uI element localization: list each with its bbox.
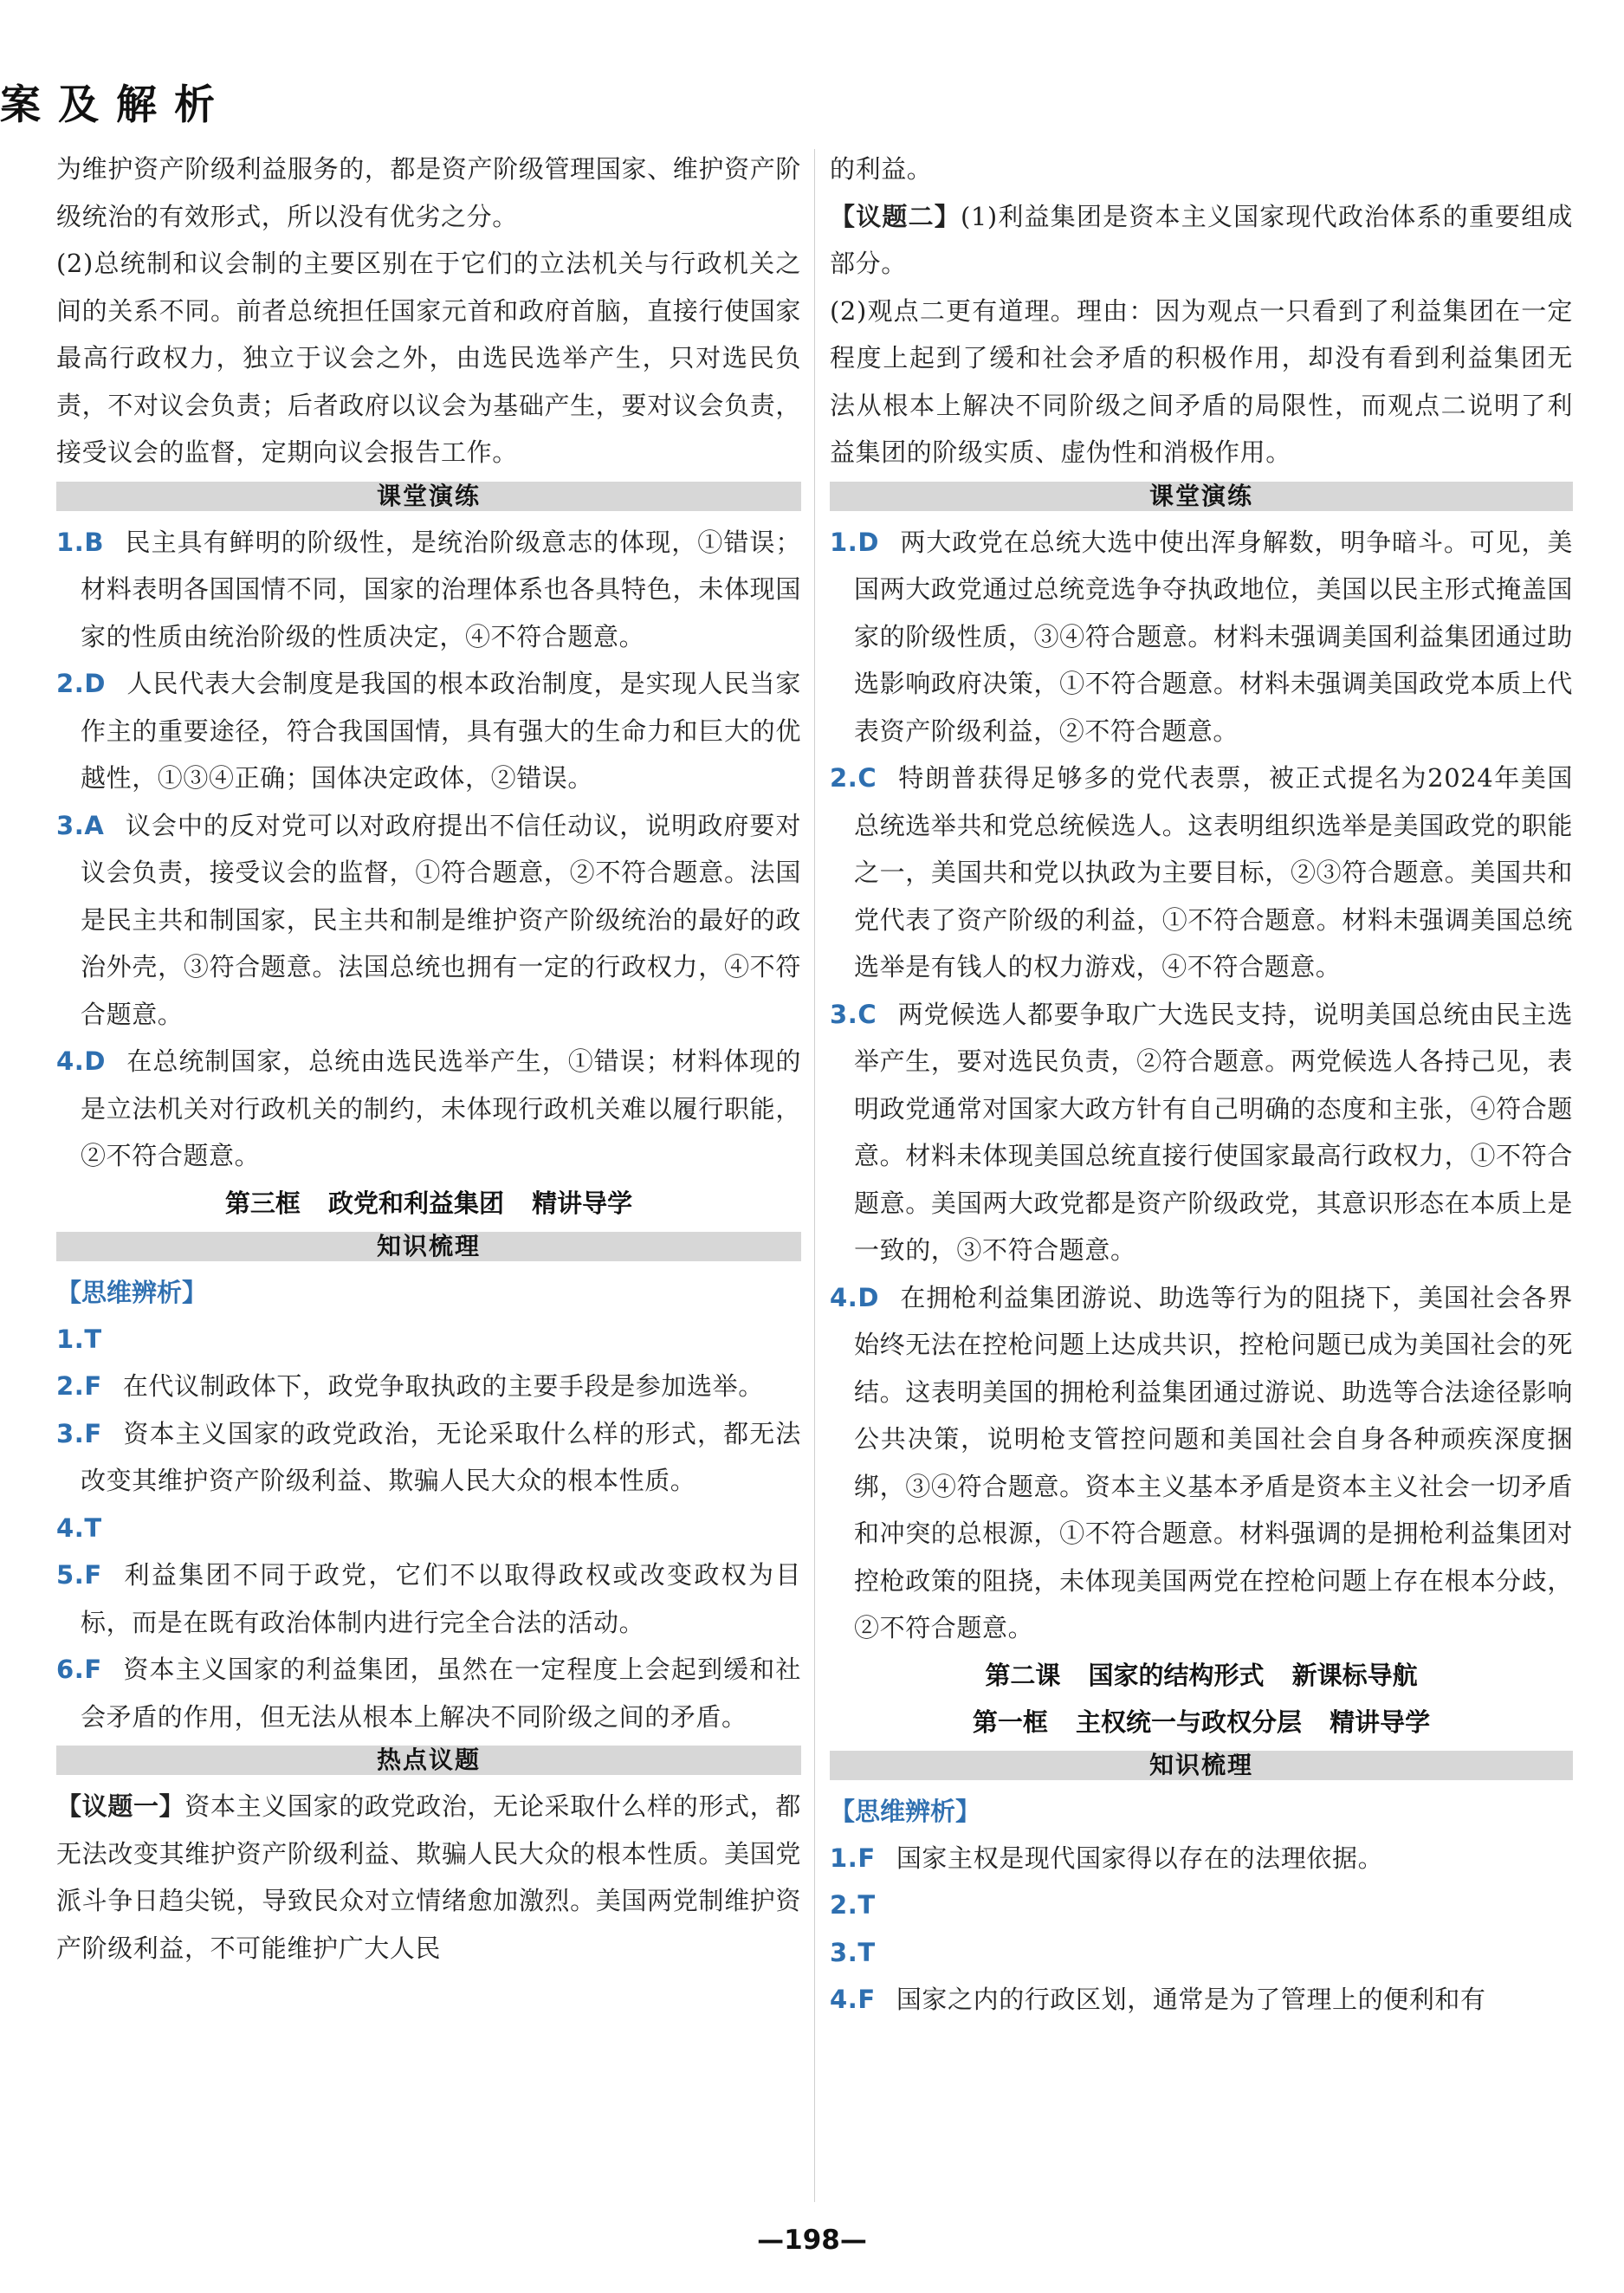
answer-number: 2.T [830, 1890, 876, 1920]
topic-one-tag: 【议题一】 [56, 1791, 185, 1821]
answer-number: 4.D [830, 1282, 880, 1312]
answer-text: 资本主义国家的政党政治，无论采取什么样的形式，都无法改变其维护资产阶级利益、欺骗人民大众的根本性质。 [81, 1418, 801, 1495]
continuation-text: 的利益。 [830, 154, 933, 184]
topic-two-text-1: (1)利益集团是资本主义国家现代政治体系的重要组成部分。 [830, 201, 1573, 278]
answer-point-2: (2)总统制和议会制的主要区别在于它们的立法机关与行政机关之间的关系不同。前者总统担任国家元首和政府首脑，直接行使国家最高行政权力，独立于议会之外，由选民选举产生，只对选民负责，不对议会负责；后者政府以议会为基础产生，要对议会负责，接受议会的监督，定期向议会报告工作。 [56, 249, 801, 467]
topic-two-point-2: (2)观点二更有道理。理由：因为观点一只看到了利益集团在一定程度上起到了缓和社会矛盾的积极作用，却没有看到利益集团无法从根本上解决不同阶级之间矛盾的局限性，而观点二说明了利益集团的阶级实质、虚伪性和消极作用。 [830, 295, 1573, 467]
answer-item [830, 1274, 1573, 1652]
answer-text: 特朗普获得足够多的党代表票，被正式提名为2024年美国总统选举共和党总统候选人。这表明组织选举是美国政党的职能之一，美国共和党以执政为主要目标，②③符合题意。美国共和党代表了资产阶级的利益，①不符合题意。材料未强调美国总统选举是有钱人的权力游戏，④不符合题意。 [854, 763, 1573, 981]
answer-number: 5.F [56, 1560, 102, 1590]
answer-number: 2.D [56, 669, 107, 698]
section-bar-classroom-practice: 课堂演练 [56, 482, 801, 511]
answer-text: 在代议制政体下，政党争取执政的主要手段是参加选举。 [122, 1371, 764, 1401]
answer-item [56, 1410, 801, 1505]
answer-item [56, 1316, 801, 1363]
answer-text: 在拥枪利益集团游说、助选等行为的阻挠下，美国社会各界始终无法在控枪问题上达成共识，控枪问题已成为美国社会的死结。这表明美国的拥枪利益集团通过游说、助选等合法途径影响公共决策，说明枪支管控问题和美国社会自身各种顽疾深度捆绑，③④符合题意。资本主义基本矛盾是资本主义社会一切矛盾和冲突的总根源，①不符合题意。材料强调的是拥枪利益集团对控枪政策的阻挠，未体现美国两党在控枪问题上存在根本分歧，②不符合题意。 [854, 1282, 1573, 1642]
answer-item [56, 1038, 801, 1180]
answer-text: 国家之内的行政区划，通常是为了管理上的便利和有 [896, 1985, 1486, 2014]
answer-item [830, 1976, 1573, 2024]
answer-item [830, 1835, 1573, 1882]
answer-number: 2.F [56, 1371, 102, 1401]
answer-number: 6.F [56, 1655, 102, 1684]
answer-item [830, 755, 1573, 991]
answer-item [56, 519, 801, 661]
page-title: 案及解析 [0, 81, 232, 129]
answer-item [56, 802, 801, 1039]
answer-text: 人民代表大会制度是我国的根本政治制度，是实现人民当家作主的重要途径，符合我国国情，具有强大的生命力和巨大的优越性，①③④正确；国体决定政体，②错误。 [81, 669, 801, 793]
answer-number: 2.C [830, 763, 877, 793]
answer-text: 民主具有鲜明的阶级性，是统治阶级意志的体现，①错误；材料表明各国国情不同，国家的治理体系也各具特色，未体现国家的性质由统治阶级的性质决定，④不符合题意。 [81, 527, 801, 651]
answer-item [830, 1929, 1573, 1977]
answer-item [830, 1882, 1573, 1929]
lesson-subheading-2: 第一框 主权统一与政权分层 精讲导学 [972, 1707, 1431, 1737]
answer-number: 4.F [830, 1985, 876, 2014]
answer-item [56, 1646, 801, 1740]
topic-one-text: 资本主义国家的政党政治，无论采取什么样的形式，都无法改变其维护资产阶级利益、欺骗人民大众的根本性质。美国党派斗争日趋尖锐，导致民众对立情绪愈加激烈。美国两党制维护资产阶级利益，不可能维护广大人民 [56, 1791, 801, 1963]
answer-item [830, 991, 1573, 1274]
thinking-analysis-list [56, 1316, 801, 1741]
answer-item [830, 519, 1573, 755]
thinking-analysis-subhead-2: 【思维辨析】 [830, 1796, 981, 1826]
answer-number: 1.B [56, 527, 105, 557]
topic-two-tag: 【议题二】 [830, 201, 961, 231]
answer-item [56, 1363, 801, 1410]
section-bar-hot-topics: 热点议题 [56, 1746, 801, 1775]
classroom-practice-list-2 [830, 519, 1573, 1652]
lesson-heading-2: 第二课 国家的结构形式 新课标导航 [985, 1660, 1418, 1690]
topic-two-paragraph [830, 193, 1573, 288]
answer-number: 3.F [56, 1418, 102, 1448]
answer-item [56, 1551, 801, 1646]
intro-paragraph: 为维护资产阶级利益服务的，都是资产阶级管理国家、维护资产阶级统治的有效形式，所以没有优劣之分。 [56, 154, 801, 231]
answer-text: 在总统制国家，总统由选民选举产生，①错误；材料体现的是立法机关对行政机关的制约，未体现行政机关难以履行职能，②不符合题意。 [81, 1046, 801, 1170]
answer-number: 1.F [830, 1843, 876, 1873]
column-divider [814, 149, 815, 2202]
right-column [830, 146, 1573, 2024]
answer-number: 1.T [56, 1324, 102, 1354]
page-number: —198— [757, 2225, 867, 2256]
thinking-analysis-list-2 [830, 1835, 1573, 2024]
topic-one-paragraph [56, 1783, 801, 1972]
answer-number: 4.T [56, 1512, 102, 1543]
section-bar-knowledge-2: 知识梳理 [830, 1751, 1573, 1780]
answer-number: 3.A [56, 810, 105, 840]
answer-text: 两大政党在总统大选中使出浑身解数，明争暗斗。可见，美国两大政党通过总统竞选争夺执政地位，美国以民主形式掩盖国家的阶级性质，③④符合题意。材料未强调美国利益集团通过助选影响政府决策，①不符合题意。材料未强调美国政党本质上代表资产阶级利益，②不符合题意。 [854, 527, 1573, 746]
answer-number: 3.T [830, 1937, 876, 1967]
answer-text: 国家主权是现代国家得以存在的法理依据。 [896, 1843, 1384, 1873]
section-bar-classroom-practice-2: 课堂演练 [830, 482, 1573, 511]
answer-text: 资本主义国家的利益集团，虽然在一定程度上会起到缓和社会矛盾的作用，但无法从根本上解决不同阶级之间的矛盾。 [81, 1655, 801, 1732]
section-bar-knowledge: 知识梳理 [56, 1232, 801, 1261]
classroom-practice-list [56, 519, 801, 1180]
answer-number: 1.D [830, 527, 880, 557]
answer-item [56, 1505, 801, 1552]
answer-text: 利益集团不同于政党，它们不以取得政权或改变政权为目标，而是在既有政治体制内进行完全合法的活动。 [81, 1560, 801, 1637]
answer-text: 议会中的反对党可以对政府提出不信任动议，说明政府要对议会负责，接受议会的监督，①符合题意，②不符合题意。法国是民主共和制国家，民主共和制是维护资产阶级统治的最好的政治外壳，③符合题意。法国总统也拥有一定的行政权力，④不符合题意。 [81, 810, 801, 1029]
thinking-analysis-subhead: 【思维辨析】 [56, 1277, 208, 1307]
answer-item [56, 660, 801, 802]
answer-number: 3.C [830, 999, 877, 1029]
answer-text: 两党候选人都要争取广大选民支持，说明美国总统由民主选举产生，要对选民负责，②符合题意。两党候选人各持己见，表明政党通常对国家大政方针有自己明确的态度和主张，④符合题意。材料未体现美国总统直接行使国家最高行政权力，①不符合题意。美国两大政党都是资产阶级政党，其意识形态在本质上是一致的，③不符合题意。 [854, 999, 1573, 1265]
answer-number: 4.D [56, 1046, 107, 1076]
left-column [56, 146, 801, 1972]
lesson-heading: 第三框 政党和利益集团 精讲导学 [224, 1188, 633, 1218]
